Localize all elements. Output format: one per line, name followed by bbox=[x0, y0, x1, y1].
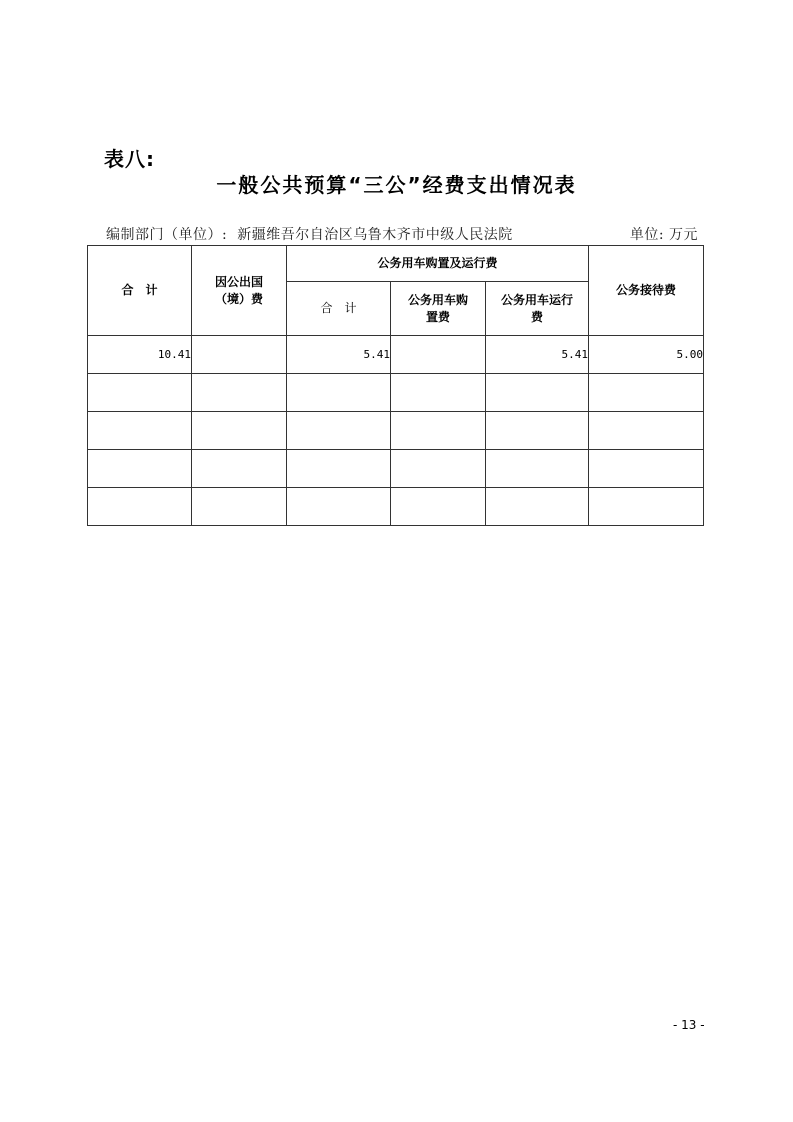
cell-total: 10.41 bbox=[88, 336, 192, 374]
header-total: 合 计 bbox=[88, 246, 192, 336]
table-row bbox=[88, 412, 704, 450]
table-row bbox=[88, 336, 704, 374]
header-vehicle-purchase bbox=[391, 282, 486, 336]
cell-reception: 5.00 bbox=[589, 336, 704, 374]
cell-vehicle-operation: 5.41 bbox=[486, 336, 589, 374]
cell-abroad bbox=[192, 488, 287, 526]
cell-reception bbox=[589, 488, 704, 526]
department-info bbox=[106, 224, 513, 244]
department-label: 编制部门（单位）: bbox=[106, 227, 228, 243]
cell-vehicle-purchase bbox=[391, 488, 486, 526]
header-reception: 公务接待费 bbox=[589, 246, 704, 336]
cell-abroad bbox=[192, 450, 287, 488]
header-vehicle-operation-line1: 公务用车运行 bbox=[501, 292, 574, 307]
cell-vehicle-operation bbox=[486, 412, 589, 450]
cell-vehicle-total bbox=[287, 488, 391, 526]
cell-reception bbox=[589, 412, 704, 450]
header-vehicle-purchase-line2: 置费 bbox=[425, 309, 450, 324]
header-vehicle-total: 合 计 bbox=[287, 282, 391, 336]
cell-vehicle-total bbox=[287, 374, 391, 412]
header-abroad-line2: （境）费 bbox=[214, 291, 263, 306]
cell-vehicle-operation bbox=[486, 450, 589, 488]
cell-vehicle-purchase bbox=[391, 450, 486, 488]
header-abroad-line1: 因公出国 bbox=[214, 274, 263, 289]
header-vehicle-operation bbox=[486, 282, 589, 336]
table-row bbox=[88, 450, 704, 488]
cell-vehicle-operation bbox=[486, 374, 589, 412]
table-row bbox=[88, 488, 704, 526]
cell-vehicle-total: 5.41 bbox=[287, 336, 391, 374]
cell-abroad bbox=[192, 374, 287, 412]
cell-total bbox=[88, 374, 192, 412]
cell-abroad bbox=[192, 412, 287, 450]
table-row bbox=[88, 374, 704, 412]
cell-vehicle-operation bbox=[486, 488, 589, 526]
header-vehicle-group: 公务用车购置及运行费 bbox=[287, 246, 589, 282]
department-value: 新疆维吾尔自治区乌鲁木齐市中级人民法院 bbox=[237, 227, 513, 243]
header-abroad bbox=[192, 246, 287, 336]
cell-vehicle-purchase bbox=[391, 374, 486, 412]
cell-vehicle-purchase bbox=[391, 412, 486, 450]
page-number: - 13 - bbox=[673, 1018, 705, 1032]
cell-vehicle-total bbox=[287, 450, 391, 488]
header-vehicle-operation-line2: 费 bbox=[531, 309, 544, 324]
cell-vehicle-purchase bbox=[391, 336, 486, 374]
unit-line bbox=[106, 224, 698, 244]
cell-vehicle-total bbox=[287, 412, 391, 450]
cell-abroad bbox=[192, 336, 287, 374]
cell-total bbox=[88, 450, 192, 488]
unit-label: 单位: 万元 bbox=[629, 227, 698, 243]
cell-reception bbox=[589, 374, 704, 412]
expense-table bbox=[87, 245, 704, 526]
header-vehicle-purchase-line1: 公务用车购 bbox=[407, 292, 468, 307]
cell-total bbox=[88, 412, 192, 450]
table-label: 表八: bbox=[104, 147, 155, 171]
document-title: 一般公共预算“三公”经费支出情况表 bbox=[216, 173, 577, 197]
cell-total bbox=[88, 488, 192, 526]
cell-reception bbox=[589, 450, 704, 488]
